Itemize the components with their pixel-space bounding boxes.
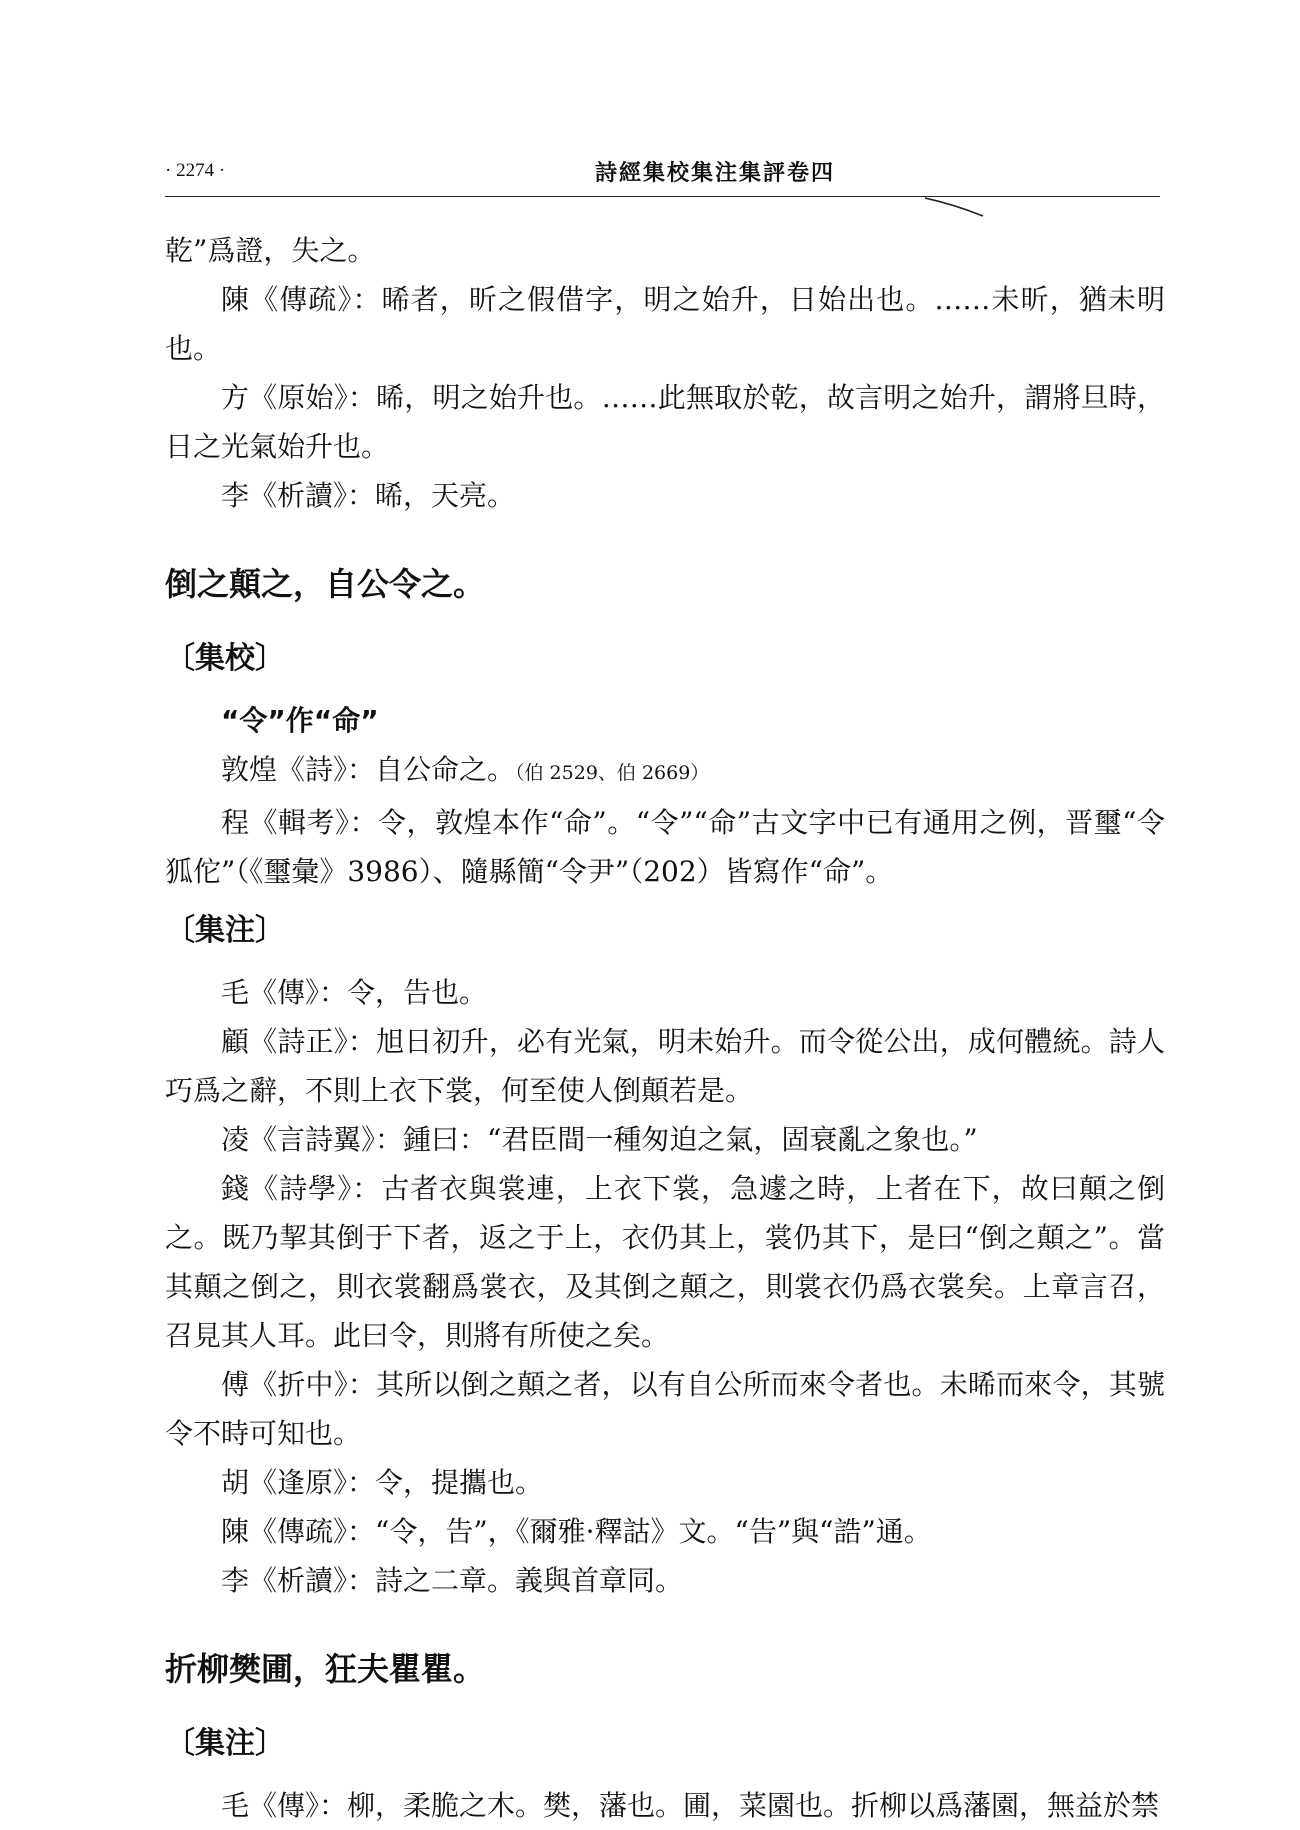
page-body [165,226,1165,1830]
header-rule-curl [925,196,985,220]
section-heading-jizhu: 〔集注〕 [165,1726,285,1761]
commentary-paragraph: 錢《詩學》：古者衣與裳連，上衣下裳，急遽之時，上者在下，故曰顛之倒之。既乃挈其倒于下者，返之于上，衣仍其上，裳仍其下，是曰“倒之顛之”。當其顛之倒之，則衣裳翻爲裳衣，及其倒之顛之，則裳衣仍爲衣裳矣。上章言召，召見其人耳。此曰令，則將有所使之矣。 [165,1172,1165,1352]
manuscript-note: （伯 2529、伯 2669） [515,762,710,784]
header-rule [165,196,1160,197]
commentary-paragraph: 凌《言詩翼》：鍾曰：“君臣間一種匆迫之氣，固衰亂之象也。” [221,1123,978,1156]
commentary-paragraph: 陳《傳疏》：晞者，昕之假借字，明之始升，日始出也。……未昕，猶未明也。 [165,283,1165,365]
commentary-paragraph: 顧《詩正》：旭日初升，必有光氣，明未始升。而令從公出，成何體統。詩人巧爲之辭，不則上衣下裳，何至使人倒顛若是。 [165,1025,1165,1107]
commentary-paragraph: 乾”爲證，失之。 [165,234,376,267]
jizhu-section-2 [165,1717,1165,1830]
commentary-paragraph: 李《析讀》：晞，天亮。 [221,479,516,512]
commentary-paragraph: 李《析讀》：詩之二章。義與首章同。 [221,1564,684,1597]
running-title: 詩經集校集注集評卷四 [594,160,835,186]
section-heading-jizhu: 〔集注〕 [165,913,285,948]
commentary-paragraph: 毛《傳》：令，告也。 [221,976,488,1009]
commentary-paragraph [165,745,1165,798]
commentary-paragraph: 程《輯考》：令，敦煌本作“命”。“令”“命”古文字中已有通用之例，晋璽“令狐佗”（《璽彙》3986）、隨縣簡“令尹”（202）皆寫作“命”。 [165,806,1165,888]
commentary-paragraph: 傅《折中》：其所以倒之顛之者，以有自公所而來令者也。未晞而來令，其號令不時可知也。 [165,1368,1165,1450]
continued-commentary [165,226,1165,520]
variant-heading: “令”作“命” [221,704,379,737]
jizhu-section [165,904,1165,1605]
section-heading-jixiao: 〔集校〕 [165,641,285,676]
commentary-paragraph: 陳《傳疏》：“令，告”，《爾雅·釋詁》文。“告”與“誥”通。 [221,1515,932,1548]
commentary-paragraph: 胡《逢原》：令，提攜也。 [221,1466,544,1499]
commentary-paragraph: 毛《傳》：柳，柔脆之木。樊，藩也。圃，菜園也。折柳以爲藩園，無益於禁 [221,1789,1160,1822]
page-header [165,156,1165,188]
verse-heading: 倒之顛之，自公令之。 [165,565,486,603]
jixiao-section [165,632,1165,896]
dunhuang-text: 敦煌《詩》：自公命之。 [221,753,516,786]
verse-heading: 折柳樊圃，狂夫瞿瞿。 [165,1650,486,1688]
page-number: · 2274 · [165,160,226,181]
commentary-paragraph: 方《原始》：晞，明之始升也。……此無取於乾，故言明之始升，謂將旦時，日之光氣始升也。 [165,381,1165,463]
